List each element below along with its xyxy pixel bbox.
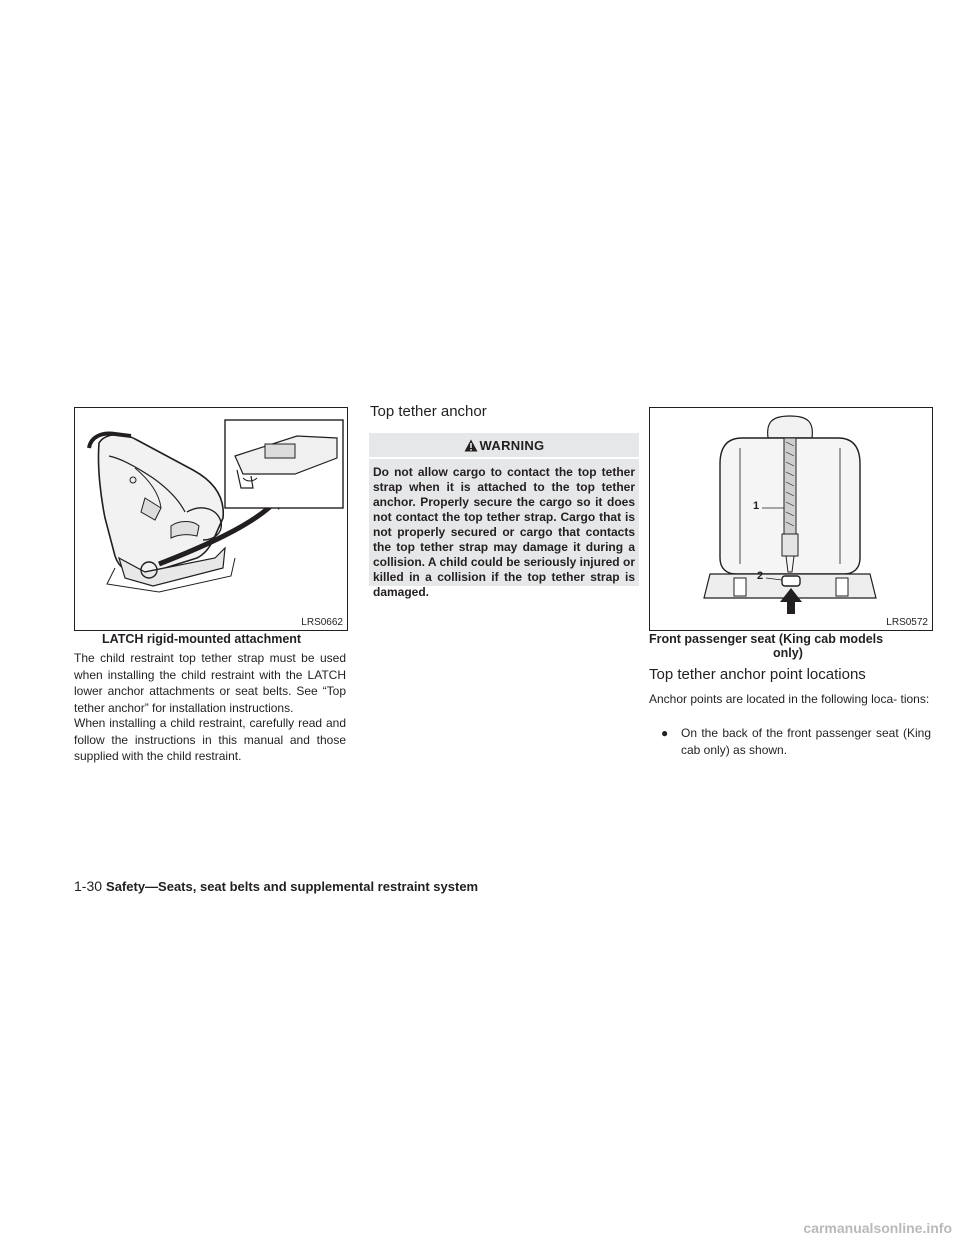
passenger-seat-figure (649, 407, 933, 631)
paragraph-2: When installing a child restraint, carefully read and follow the instructions in this manual and those supplied with the child restraint. (74, 716, 346, 763)
page-footer (74, 878, 478, 894)
bullet-text: On the back of the front passenger seat (King cab only) as shown. (681, 726, 931, 757)
figure-caption-line-2: only) (773, 646, 803, 660)
child-seat-illustration (75, 408, 347, 630)
figure-caption-line-1: Front passenger seat (King cab models (649, 632, 884, 646)
warning-box (369, 433, 639, 599)
warning-header (369, 433, 639, 459)
footer-section-title: Safety—Seats, seat belts and supplemental restraint system (106, 879, 479, 894)
figure-code: LRS0572 (886, 617, 928, 628)
seat-back-illustration (650, 408, 932, 630)
figure-code: LRS0662 (301, 617, 343, 628)
warning-text: Do not allow cargo to contact the top tether strap when it is attached to the top tether anchor. Properly secure the cargo so it does not contact the top tether strap. Cargo that is not properly secured or cargo that contacts the top tether strap may damage it during a collision. A child could be seriously injured or killed in a collision if the top tether strap is damaged. (373, 465, 635, 599)
figure-label-1: 1 (753, 500, 760, 512)
warning-title: WARNING (479, 437, 545, 453)
bullet-icon: ● (661, 726, 669, 740)
section-heading-anchor-locations: Top tether anchor point locations (649, 666, 866, 683)
latch-figure (74, 407, 348, 631)
bullet-item (661, 725, 931, 758)
page-number: 1-30 (74, 878, 103, 894)
paragraph-1: The child restraint top tether strap must be used when installing the child restraint with the LATCH lower anchor attachments or seat belts. See “Top tether anchor” for installation instructions. (74, 651, 346, 715)
figure-caption: LATCH rigid-mounted attachment (102, 632, 302, 646)
watermark: carmanualsonline.info (803, 1220, 952, 1236)
figure-label-2: 2 (757, 570, 764, 582)
section-heading-top-tether: Top tether anchor (370, 403, 487, 420)
warning-triangle-icon (464, 439, 478, 452)
anchor-intro: Anchor points are located in the following loca- tions: (649, 692, 930, 706)
